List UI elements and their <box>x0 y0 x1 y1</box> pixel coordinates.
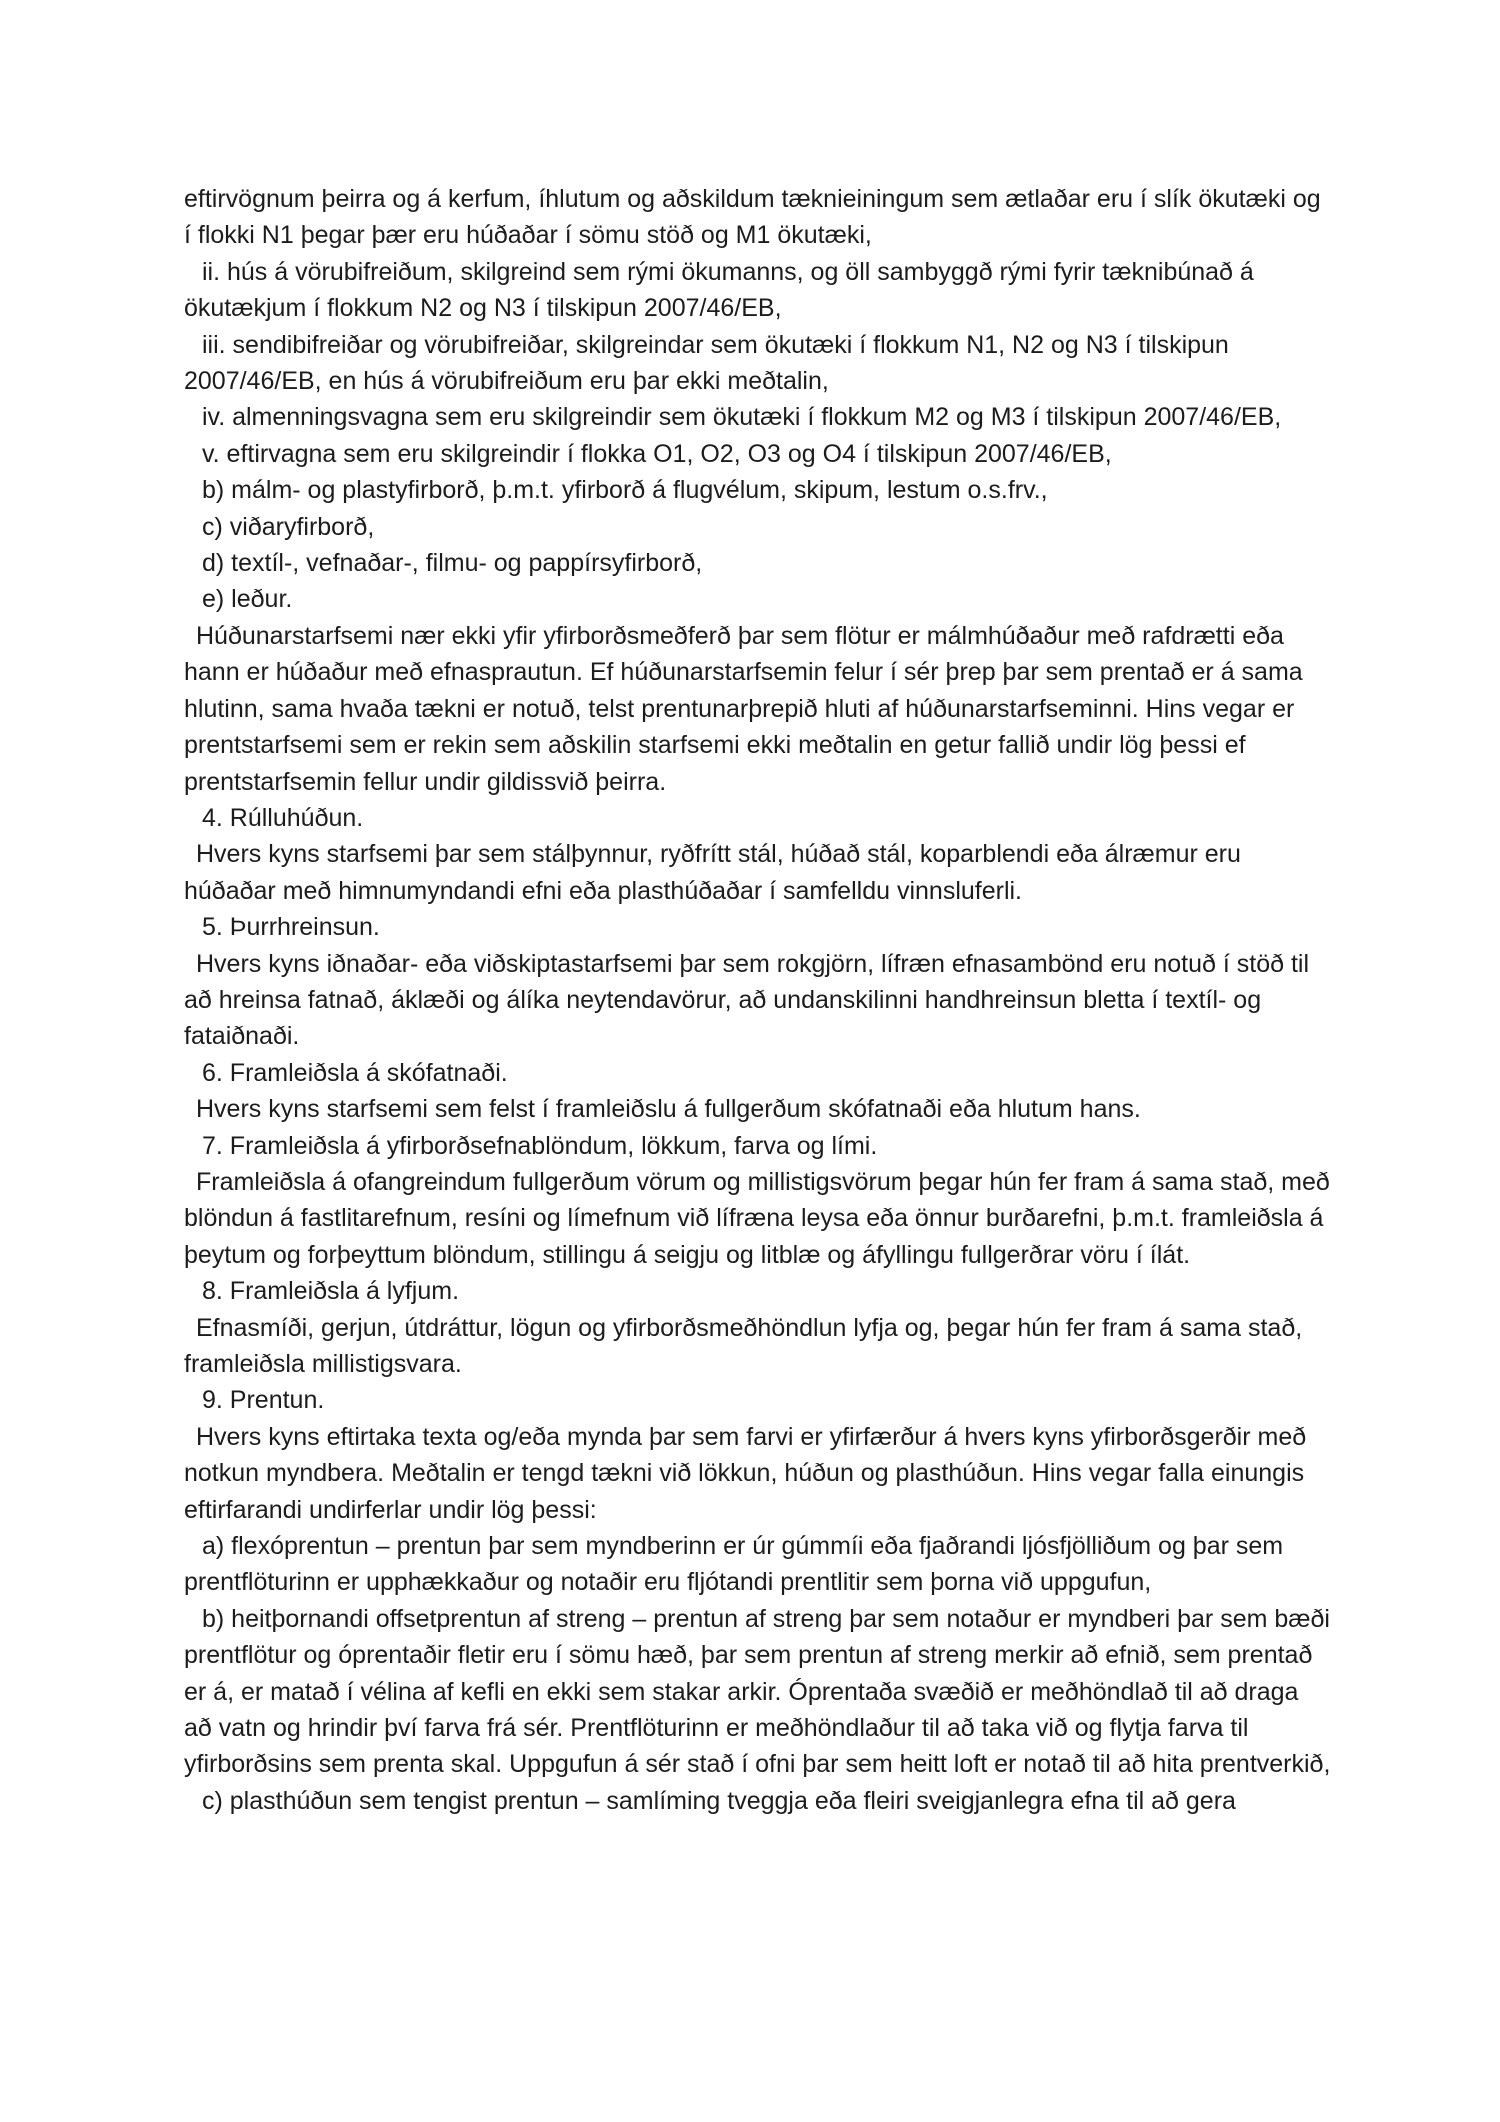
paragraph-6: b) málm- og plastyfirborð, þ.m.t. yfirborð á flugvélum, skipum, lestum o.s.frv., <box>202 476 1048 505</box>
paragraph-7: c) viðaryfirborð, <box>202 512 375 541</box>
paragraph-9: e) leður. <box>202 585 293 614</box>
section-heading-5: 5. Þurrhreinsun. <box>202 913 380 942</box>
list-item-b: b) heitþornandi offsetprentun af streng – prentun af streng þar sem notaður er myndberi þar sem bæði prentflötur og óprentaðir fletir eru í sömu hæð, þar sem prentun af streng merkir að efnið, sem prentað er á, er matað í vélina af kefli en ekki sem stakar arkir. Óprentaða svæðið er meðhöndlað til að draga að vatn og hrindir því farva frá sér. Prentflöturinn er meðhöndlaður til að taka við og flytja farva til yfirborðsins sem prenta skal. Uppgufun á sér stað í ofni þar sem heitt loft er notað til að hita prentverkið, <box>184 1604 1331 1779</box>
document-body <box>184 181 1332 1819</box>
paragraph-1: eftirvögnum þeirra og á kerfum, íhlutum og aðskildum tæknieiningum sem ætlaðar eru í slík ökutæki og í flokki N1 þegar þær eru húðaðar í sömu stöð og M1 ökutæki, <box>184 185 1321 250</box>
paragraph-14: Hvers kyns iðnaðar- eða viðskiptastarfsemi þar sem rokgjörn, lífræn efnasambönd eru notuð í stöð til að hreinsa fatnað, áklæði og álíka neytendavörur, að undanskilinni handhreinsun bletta í textíl- og fataiðnaði. <box>184 949 1310 1051</box>
paragraph-8: d) textíl-, vefnaðar-, filmu- og pappírsyfirborð, <box>202 549 703 578</box>
list-item-a: a) flexóprentun – prentun þar sem myndberinn er úr gúmmíi eða fjaðrandi ljósfjölliðum og þar sem prentflöturinn er upphækkaður og notaðir eru fljótandi prentlitir sem þorna við uppgufun, <box>184 1532 1284 1597</box>
paragraph-16: Hvers kyns starfsemi sem felst í framleiðslu á fullgerðum skófatnaði eða hlutum hans. <box>196 1095 1141 1124</box>
paragraph-3: iii. sendibifreiðar og vörubifreiðar, skilgreindar sem ökutæki í flokkum N1, N2 og N3 í tilskipun 2007/46/EB, en hús á vörubifreiðum eru þar ekki meðtalin, <box>184 330 1229 396</box>
list-item-c: c) plasthúðun sem tengist prentun – samlíming tveggja eða fleiri sveigjanlegra efna til að gera <box>202 1786 1236 1815</box>
paragraph-4: iv. almenningsvagna sem eru skilgreindir sem ökutæki í flokkum M2 og M3 í tilskipun 2007/46/EB, <box>202 403 1282 432</box>
paragraph-20: Efnasmíði, gerjun, útdráttur, lögun og yfirborðsmeðhöndlun lyfja og, þegar hún fer fram á sama stað, framleiðsla millistigsvara. <box>184 1313 1303 1378</box>
paragraph-12: Hvers kyns starfsemi þar sem stálþynnur, ryðfrítt stál, húðað stál, koparblendi eða álræmur eru húðaðar með himnumyndandi efni eða plasthúðaðar í samfelldu vinnsluferli. <box>184 840 1241 905</box>
paragraph-10: Húðunarstarfsemi nær ekki yfir yfirborðsmeðferð þar sem flötur er málmhúðaður með rafdrætti eða hann er húðaður með efnasprautun. Ef húðunarstarfsemin felur í sér þrep þar sem prentað er á sama hlutinn, sama hvaða tækni er notuð, telst prentunarþrepið hluti af húðunarstarfseminni. Hins vegar er prentstarfsemi sem er rekin sem aðskilin starfsemi ekki meðtalin en getur fallið undir lög þessi ef prentstarfsemin fellur undir gildissvið þeirra. <box>184 621 1303 796</box>
paragraph-18: Framleiðsla á ofangreindum fullgerðum vörum og millistigsvörum þegar hún fer fram á sama stað, með blöndun á fastlitarefnum, resíni og límefnum við lífræna leysa eða önnur burðarefni, þ.m.t. framleiðsla á þeytum og forþeyttum blöndum, stillingu á seigju og litblæ og áfyllingu fullgerðrar vöru í ílát. <box>184 1167 1330 1269</box>
section-heading-7: 7. Framleiðsla á yfirborðsefnablöndum, lökkum, farva og lími. <box>202 1131 878 1160</box>
paragraph-2: ii. hús á vörubifreiðum, skilgreind sem rými ökumanns, og öll sambyggð rými fyrir tæknibúnað á ökutækjum í flokkum N2 og N3 í tilskipun 2007/46/EB, <box>184 257 1254 323</box>
paragraph-22: Hvers kyns eftirtaka texta og/eða mynda þar sem farvi er yfirfærður á hvers kyns yfirborðsgerðir með notkun myndbera. Meðtalin er tengd tækni við lökkun, húðun og plasthúðun. Hins vegar falla einungis eftirfarandi undirferlar undir lög þessi: <box>184 1422 1307 1524</box>
section-heading-8: 8. Framleiðsla á lyfjum. <box>202 1277 460 1306</box>
paragraph-5: v. eftirvagna sem eru skilgreindir í flokka O1, O2, O3 og O4 í tilskipun 2007/46/EB, <box>202 439 1112 468</box>
section-heading-9: 9. Prentun. <box>202 1386 325 1415</box>
section-heading-4: 4. Rúlluhúðun. <box>202 803 364 832</box>
section-heading-6: 6. Framleiðsla á skófatnaði. <box>202 1058 508 1087</box>
